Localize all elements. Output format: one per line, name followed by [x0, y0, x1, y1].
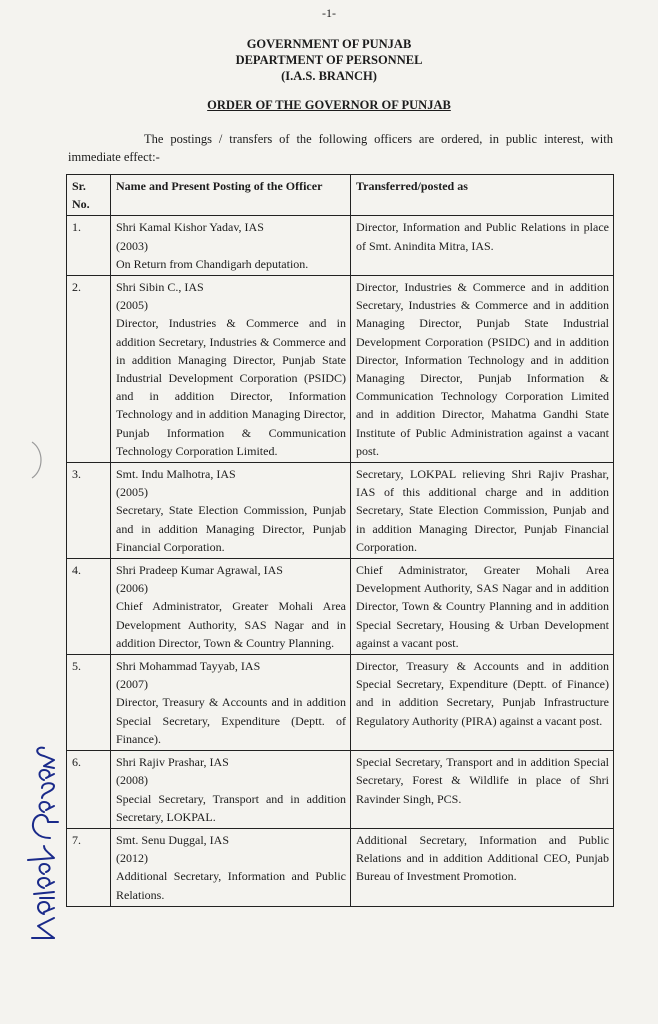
row-sr: 6.	[67, 751, 111, 829]
table-row	[67, 276, 614, 463]
present-posting: Secretary, State Election Commission, Punjab and in addition Managing Director, Punjab Financial Corporation.	[116, 503, 346, 554]
postings-table	[66, 174, 614, 907]
order-title: ORDER OF THE GOVERNOR OF PUNJAB	[207, 98, 451, 112]
officer-batch: (2012)	[116, 851, 148, 866]
officer-name: Smt. Indu Malhotra, IAS	[116, 467, 236, 482]
transfer-cell: Secretary, LOKPAL relieving Shri Rajiv Prashar, IAS of this additional charge and in addition Secretary, State Election Commission, Punjab and in addition Managing Director, Punjab Financial Corporation.	[351, 463, 614, 559]
page-number: -1-	[322, 6, 336, 20]
table-header-row	[67, 175, 614, 216]
transfer-cell: Director, Treasury & Accounts and in addition Special Secretary, Expenditure (Deptt. of Finance) and in addition Secretary, Punjab Infrastructure Regulatory Authority (PIRA) against a vacant post.	[351, 655, 614, 751]
officer-name: Shri Sibin C., IAS	[116, 280, 204, 295]
officer-cell	[111, 276, 351, 463]
officer-batch: (2005)	[116, 298, 148, 313]
header-department: DEPARTMENT OF PERSONNEL	[235, 53, 423, 67]
row-sr: 5.	[67, 655, 111, 751]
officer-name: Smt. Senu Duggal, IAS	[116, 832, 230, 847]
present-posting: Chief Administrator, Greater Mohali Area Development Authority, SAS Nagar and in addition Director, Town & Country Planning.	[116, 599, 346, 650]
row-sr: 7.	[67, 828, 111, 906]
officer-name: Shri Mohammad Tayyab, IAS	[116, 659, 261, 674]
intro-paragraph	[68, 130, 613, 166]
transfer-cell: Chief Administrator, Greater Mohali Area Development Authority, SAS Nagar and in addition Director, Town & Country Planning and in addition Special Secretary, Housing & Urban Development against a vacant post.	[351, 559, 614, 655]
header-government: GOVERNMENT OF PUNJAB	[246, 37, 412, 51]
table-row	[67, 216, 614, 276]
officer-batch: (2006)	[116, 581, 148, 596]
intro-text: The postings / transfers of the following officers are ordered, in public interest, with immediate effect:-	[68, 132, 613, 164]
present-posting: Special Secretary, Transport and in addition Secretary, LOKPAL.	[116, 791, 346, 824]
header-name-posting: Name and Present Posting of the Officer	[111, 175, 351, 216]
table-row	[67, 828, 614, 906]
header-transferred: Transferred/posted as	[351, 175, 614, 216]
present-posting: On Return from Chandigarh deputation.	[116, 256, 309, 271]
row-sr: 2.	[67, 276, 111, 463]
officer-batch: (2007)	[116, 677, 148, 692]
table-row	[67, 655, 614, 751]
row-sr: 1.	[67, 216, 111, 276]
officer-cell	[111, 828, 351, 906]
transfer-cell: Director, Industries & Commerce and in addition Secretary, Industries & Commerce and in addition Managing Director, Punjab State Industrial Development Corporation (PSIDC) and in addition Director, Information Technology and in addition Managing Director, Punjab Information & Communication Technology Corporation Limited and in addition Director, Mahatma Gandhi State Institute of Public Administration against a vacant post.	[351, 276, 614, 463]
present-posting: Director, Treasury & Accounts and in addition Special Secretary, Expenditure (Deptt. of Finance).	[116, 695, 346, 746]
officer-cell	[111, 655, 351, 751]
officer-cell	[111, 216, 351, 276]
row-sr: 4.	[67, 559, 111, 655]
officer-cell	[111, 751, 351, 829]
present-posting: Director, Industries & Commerce and in addition Secretary, Industries & Commerce and in addition Managing Director, Punjab State Industrial Development Corporation (PSIDC) and in addition Director, Information Technology and in addition Managing Director, Punjab Information & Communication Technology Corporation Limited.	[116, 316, 346, 458]
margin-bracket-mark	[28, 440, 48, 480]
table-row	[67, 559, 614, 655]
header-sr-no: Sr. No.	[67, 175, 111, 216]
row-sr: 3.	[67, 463, 111, 559]
handwritten-signature	[14, 742, 64, 942]
table-row	[67, 751, 614, 829]
officer-batch: (2008)	[116, 773, 148, 788]
officer-name: Shri Kamal Kishor Yadav, IAS	[116, 220, 264, 235]
transfer-cell: Director, Information and Public Relations in place of Smt. Anindita Mitra, IAS.	[351, 216, 614, 276]
officer-name: Shri Pradeep Kumar Agrawal, IAS	[116, 563, 283, 578]
officer-cell	[111, 463, 351, 559]
present-posting: Additional Secretary, Information and Public Relations.	[116, 869, 346, 902]
transfer-cell: Special Secretary, Transport and in addition Special Secretary, Forest & Wildlife in place of Shri Ravinder Singh, PCS.	[351, 751, 614, 829]
header-branch: (I.A.S. BRANCH)	[281, 69, 377, 83]
officer-cell	[111, 559, 351, 655]
table-row	[67, 463, 614, 559]
officer-batch: (2003)	[116, 238, 148, 253]
officer-batch: (2005)	[116, 485, 148, 500]
transfer-cell: Additional Secretary, Information and Public Relations and in addition Additional CEO, Punjab Bureau of Investment Promotion.	[351, 828, 614, 906]
officer-name: Shri Rajiv Prashar, IAS	[116, 755, 229, 770]
